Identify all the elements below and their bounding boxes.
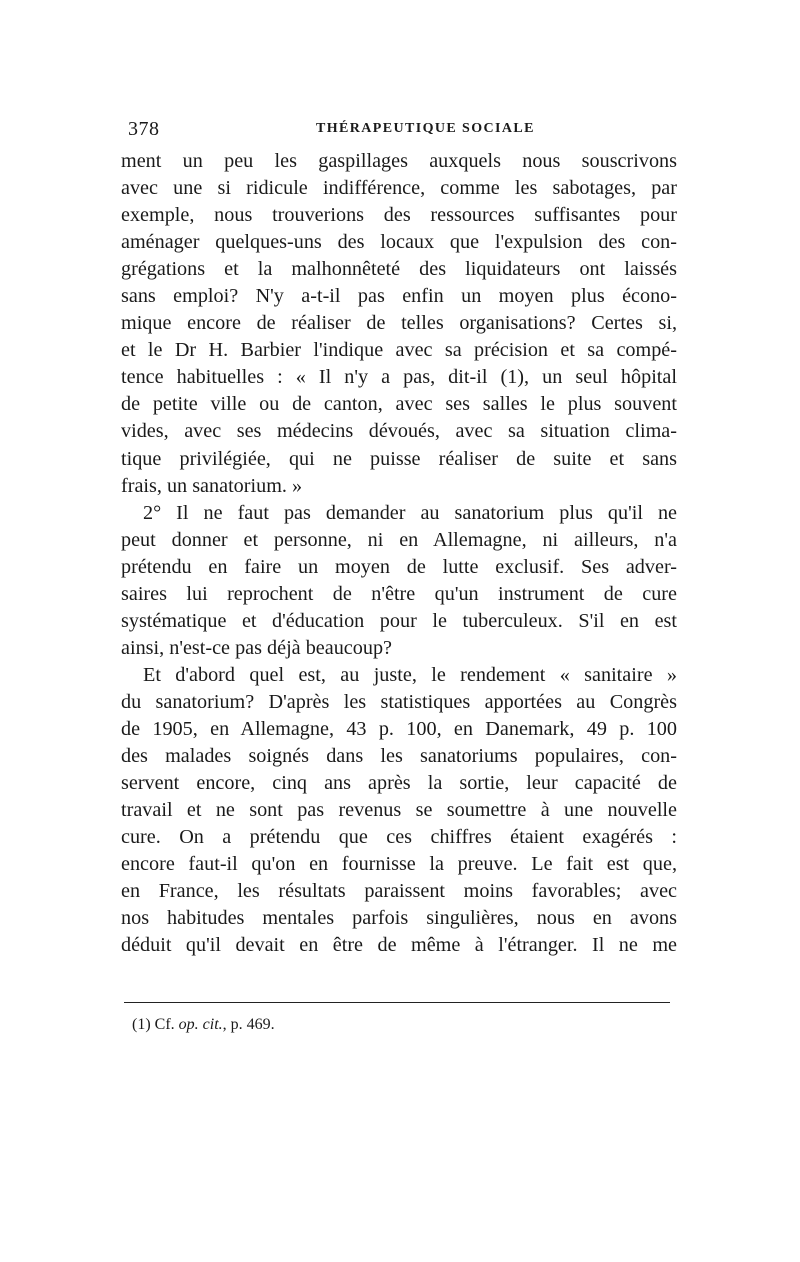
running-title: THÉRAPEUTIQUE SOCIALE xyxy=(316,121,535,136)
text-line: travail et ne sont pas revenus se soumettre à une nouvelle xyxy=(121,799,677,822)
text-line: systématique et d'éducation pour le tuberculeux. S'il en est xyxy=(121,609,677,632)
text-line: peut donner et personne, ni en Allemagne, ni ailleurs, n'a xyxy=(121,528,677,551)
text-line: nos habitudes mentales parfois singulières, nous en avons xyxy=(121,907,677,930)
text-line: exemple, nous trouverions des ressources suffisantes pour xyxy=(121,204,677,227)
text-line: tence habituelles : « Il n'y a pas, dit-il (1), un seul hôpital xyxy=(121,366,677,389)
text-line: en France, les résultats paraissent moins favorables; avec xyxy=(121,880,677,903)
text-line: vides, avec ses médecins dévoués, avec sa situation clima- xyxy=(121,420,677,443)
text-line: tique privilégiée, qui ne puisse réaliser de suite et sans xyxy=(121,447,677,470)
text-line: 2° Il ne faut pas demander au sanatorium plus qu'il ne xyxy=(143,501,677,524)
page-number: 378 xyxy=(128,118,160,140)
footnote-citation: op. cit. xyxy=(178,1016,223,1033)
text-line: Et d'abord quel est, au juste, le rendement « sanitaire » xyxy=(143,663,677,686)
text-line: cure. On a prétendu que ces chiffres étaient exagérés : xyxy=(121,826,677,849)
footnote-prefix: Cf. xyxy=(154,1016,175,1033)
text-line: du sanatorium? D'après les statistiques apportées au Congrès xyxy=(121,690,677,713)
text-line: avec une si ridicule indifférence, comme les sabotages, par xyxy=(121,177,677,200)
text-line: de petite ville ou de canton, avec ses salles le plus souvent xyxy=(121,393,677,416)
footnote xyxy=(132,1016,275,1034)
text-line: saires lui reprochent de n'être qu'un instrument de cure xyxy=(121,582,677,605)
page-header xyxy=(128,118,678,142)
text-line: ment un peu les gaspillages auxquels nous souscrivons xyxy=(121,150,677,172)
footnote-page: , p. 469. xyxy=(222,1016,275,1033)
text-line: frais, un sanatorium. » xyxy=(121,474,303,497)
text-line: aménager quelques-uns des locaux que l'expulsion des con- xyxy=(121,231,677,254)
footnote-marker: (1) xyxy=(132,1016,151,1033)
text-line: prétendu en faire un moyen de lutte exclusif. Ses adver- xyxy=(121,555,677,578)
text-line: des malades soignés dans les sanatoriums populaires, con- xyxy=(121,745,677,768)
text-line: servent encore, cinq ans après la sortie, leur capacité de xyxy=(121,772,677,795)
body-text xyxy=(121,148,677,959)
text-line: et le Dr H. Barbier l'indique avec sa précision et sa compé- xyxy=(121,339,677,362)
text-line: mique encore de réaliser de telles organisations? Certes si, xyxy=(121,312,677,335)
text-line: déduit qu'il devait en être de même à l'étranger. Il ne me xyxy=(121,934,677,957)
footnote-divider xyxy=(124,1002,670,1003)
text-line: sans emploi? N'y a-t-il pas enfin un moyen plus écono- xyxy=(121,285,677,308)
text-line: grégations et la malhonnêteté des liquidateurs ont laissés xyxy=(121,258,677,281)
text-line: de 1905, en Allemagne, 43 p. 100, en Danemark, 49 p. 100 xyxy=(121,717,677,740)
text-line: ainsi, n'est-ce pas déjà beaucoup? xyxy=(121,636,393,659)
text-line: encore faut-il qu'on en fournisse la preuve. Le fait est que, xyxy=(121,853,677,876)
